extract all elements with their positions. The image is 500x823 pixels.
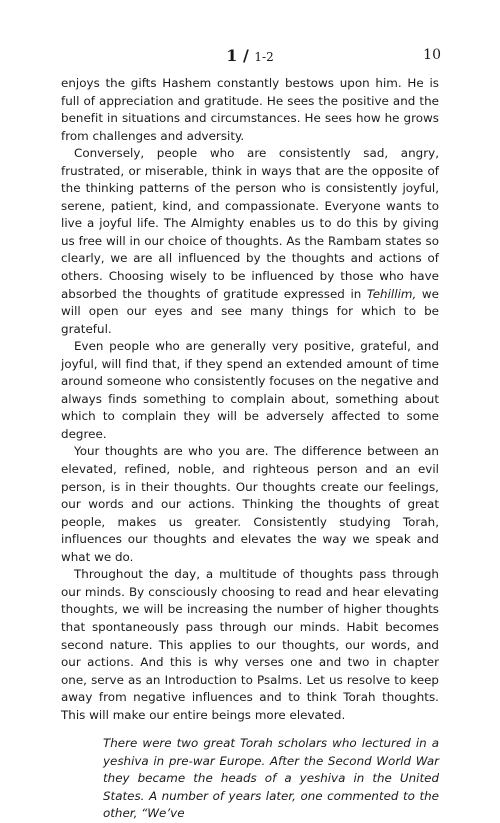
body-text <box>61 75 439 724</box>
chapter-number: 1 <box>226 46 238 65</box>
paragraph: Even people who are generally very positive, grateful, and joyful, will find that, if they spend an extended amount of time around someone who consistently focuses on the negative and always finds something to complain about, something about which to complain they will be adversely affected to some degree. <box>61 339 439 441</box>
running-head <box>61 46 439 68</box>
verse-range: 1-2 <box>254 50 274 64</box>
paragraph: Throughout the day, a multitude of thoughts pass through our minds. By consciously choosing to read and hear elevating thoughts, we will be increasing the number of higher thoughts that spontaneously pass through our minds. Habit becomes second nature. This applies to our thoughts, our words, and our actions. And this is why verses one and two in chapter one, serve as an Introduction to Psalms. Let us resolve to keep away from negative influences and to think Torah thoughts. This will make our entire beings more elevated. <box>61 567 439 722</box>
page-number: 10 <box>423 47 441 63</box>
paragraph-text: Conversely, people who are consistently sad, angry, frustrated, or miserable, think in ways that are the opposite of the thinking patterns of the person who is consistently joyful, serene, patient, kind, and compassionate. Everyone wants to live a joyful life. The Almighty enables us to do this by giving us free will in our choice of thoughts. As the Rambam states so clearly, we are all influenced by the thoughts and actions of others. Choosing wisely to be influenced by those who have absorbed the thoughts of gratitude expressed in <box>61 146 439 301</box>
story-excerpt: There were two great Torah scholars who lectured in a yeshiva in pre-war Europe. After the Second World War they became the heads of a yeshiva in the United States. A number of years later, one commented to the other, “We’ve <box>103 736 439 821</box>
paragraph: Your thoughts are who you are. The difference between an elevated, refined, noble, and righteous person and an evil person, is in their thoughts. Our thoughts create our feelings, our words and our actions. Thinking the thoughts of great people, makes us greater. Consistently studying Torah, influences our thoughts and elevates the way we speak and what we do. <box>61 444 439 564</box>
paragraph-continuation: enjoys the gifts Hashem constantly bestows upon him. He is full of appreciation and gratitude. He sees the positive and the benefit in situations and circumstances. He sees how he grows from challenges and adversity. <box>61 76 439 143</box>
paragraph <box>61 145 439 338</box>
chapter-separator: / <box>237 46 255 65</box>
emphasis-text: Tehillim, <box>366 286 417 301</box>
chapter-verse-marker <box>61 46 439 65</box>
book-page <box>61 46 439 823</box>
paragraph-text: we will open our eyes and see many things for which to be grateful. <box>61 286 439 336</box>
